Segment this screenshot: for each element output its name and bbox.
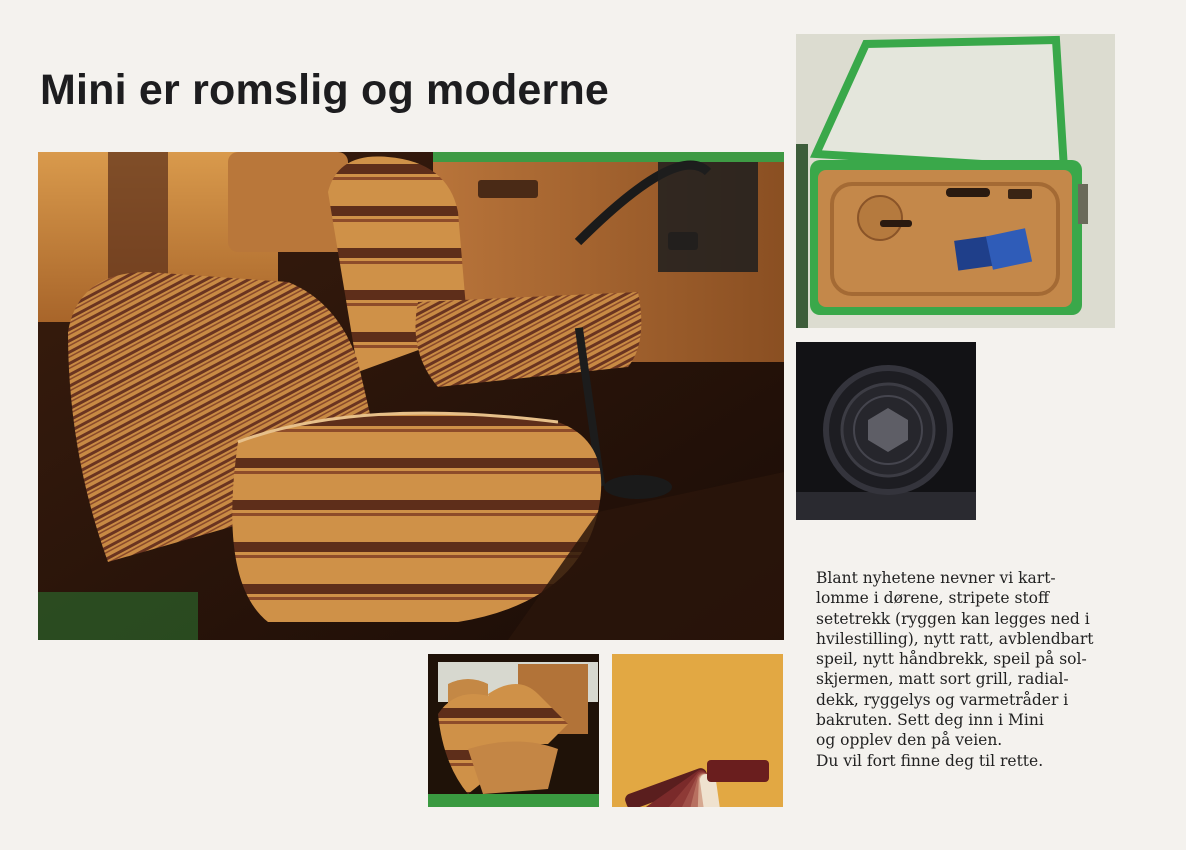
page-title: Mini er romslig og moderne bbox=[40, 66, 610, 114]
door-panel-photo bbox=[796, 34, 1115, 328]
body-line: bakruten. Sett deg inn i Mini bbox=[816, 711, 1044, 730]
body-line: setetrekk (ryggen kan legges ned i bbox=[816, 609, 1090, 628]
air-vent-photo bbox=[796, 342, 976, 520]
body-line: lomme i dørene, stripete stoff bbox=[816, 589, 1050, 608]
body-line: Blant nyhetene nevner vi kart- bbox=[816, 569, 1056, 587]
body-paragraph bbox=[816, 568, 1116, 771]
body-line: skjermen, matt sort grill, radial- bbox=[816, 670, 1069, 689]
body-line: Du vil fort finne deg til rette. bbox=[816, 751, 1044, 770]
rear-view-seats-photo bbox=[428, 654, 599, 807]
body-line: speil, nytt håndbrekk, speil på sol- bbox=[816, 650, 1087, 669]
color-swatch-fan-photo bbox=[612, 654, 783, 807]
interior-seats-photo bbox=[38, 152, 784, 640]
body-line: dekk, ryggelys og varmetråder i bbox=[816, 690, 1069, 709]
body-line: og opplev den på veien. bbox=[816, 731, 1003, 750]
body-line: hvilestilling), nytt ratt, avblendbart bbox=[816, 629, 1094, 648]
